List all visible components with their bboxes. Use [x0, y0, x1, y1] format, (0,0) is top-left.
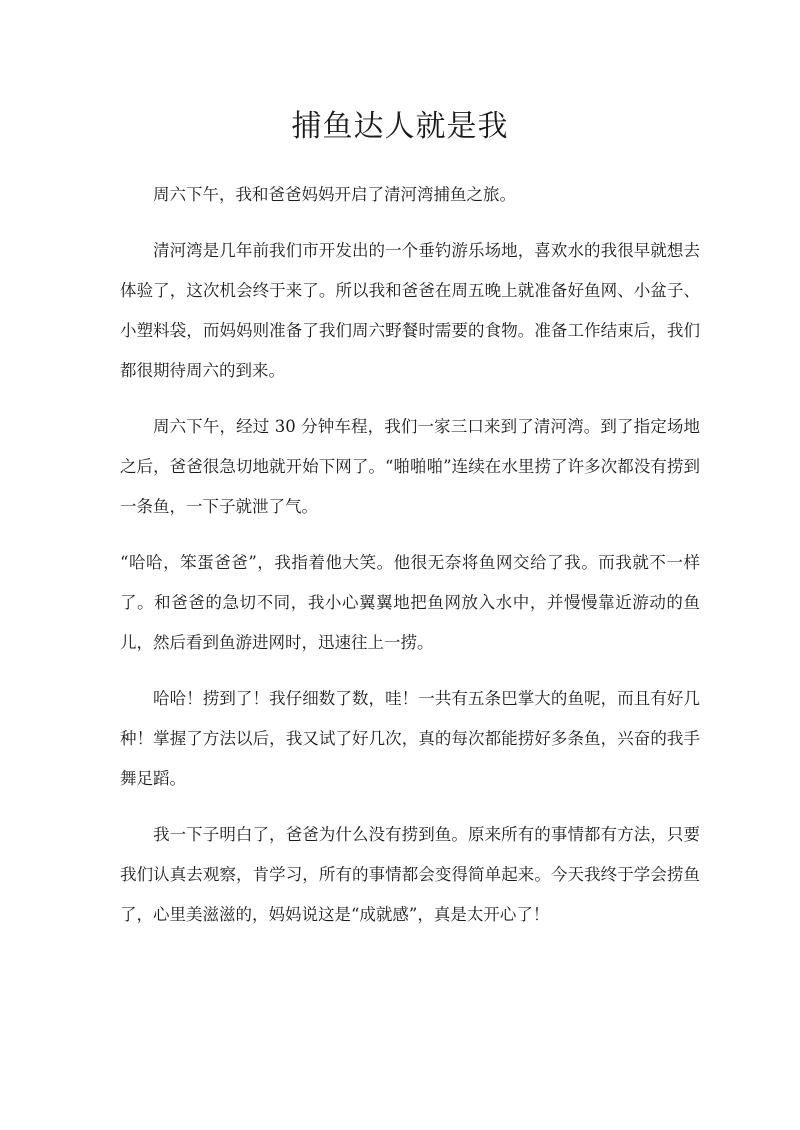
paragraph-3: 周六下午，经过 30 分钟车程，我们一家三口来到了清河湾。到了指定场地之后，爸爸很急切地就开始下网了。“啪啪啪”连续在水里捞了许多次都没有捞到一条鱼，一下子就泄了气。	[120, 417, 700, 516]
paragraph-1: 周六下午，我和爸爸妈妈开启了清河湾捕鱼之旅。	[153, 185, 516, 204]
document-title: 捕鱼达人就是我	[291, 109, 509, 144]
paragraph-6: 我一下子明白了，爸爸为什么没有捞到鱼。原来所有的事情都有方法，只要我们认真去观察，肯学习，所有的事情都会变得简单起来。今天我终于学会捞鱼了，心里美滋滋的，妈妈说这是“成就感”，真是太开心了！	[120, 825, 700, 924]
paragraph-2: 清河湾是几年前我们市开发出的一个垂钓游乐场地，喜欢水的我很早就想去体验了，这次机会终于来了。所以我和爸爸在周五晚上就准备好鱼网、小盆子、小塑料袋，而妈妈则准备了我们周六野餐时需要的食物。准备工作结束后，我们都很期待周六的到来。	[120, 241, 700, 380]
document-body	[120, 175, 700, 951]
paragraph-4: “哈哈，笨蛋爸爸”，我指着他大笑。他很无奈将鱼网交给了我。而我就不一样了。和爸爸的急切不同，我小心翼翼地把鱼网放入水中，并慢慢靠近游动的鱼儿，然后看到鱼游进网时，迅速往上一捞。	[120, 553, 700, 652]
paragraph-5: 哈哈！捞到了！我仔细数了数，哇！一共有五条巴掌大的鱼呢，而且有好几种！掌握了方法以后，我又试了好几次，真的每次都能捞好多条鱼，兴奋的我手舞足蹈。	[120, 689, 700, 788]
